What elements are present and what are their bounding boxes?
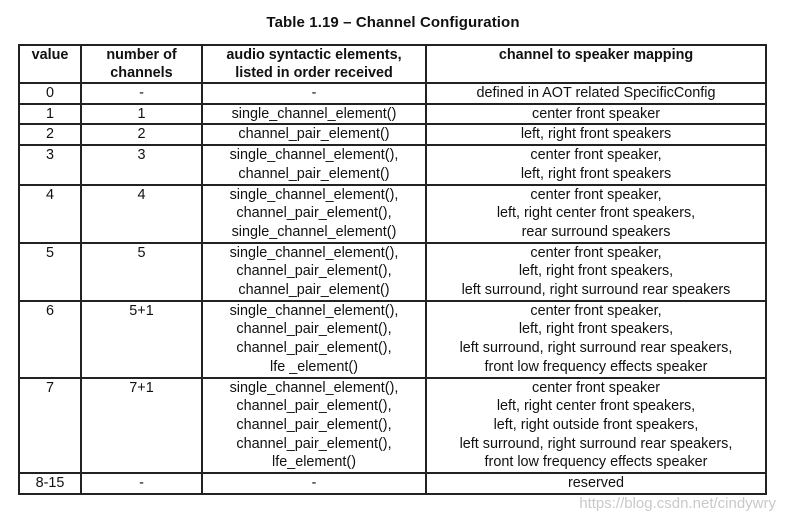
table-row (19, 301, 766, 378)
cell-value: 1 (19, 104, 81, 125)
cell-speaker-mapping: center front speaker, left, right front speakers (426, 145, 766, 184)
cell-speaker-mapping: center front speaker, left, right front speakers, left surround, right surround rear speakers, front low frequency effects speaker (426, 301, 766, 378)
cell-value: 6 (19, 301, 81, 378)
cell-value: 2 (19, 124, 81, 145)
cell-value: 0 (19, 83, 81, 104)
watermark: https://blog.csdn.net/cindywry (579, 495, 776, 512)
cell-number-of-channels: 5+1 (81, 301, 202, 378)
cell-number-of-channels: 7+1 (81, 378, 202, 474)
cell-value: 8-15 (19, 473, 81, 494)
cell-number-of-channels: 4 (81, 185, 202, 243)
cell-speaker-mapping: center front speaker, left, right center front speakers, rear surround speakers (426, 185, 766, 243)
table-row (19, 104, 766, 125)
table-row (19, 124, 766, 145)
channel-configuration-table (18, 44, 767, 495)
cell-number-of-channels: 2 (81, 124, 202, 145)
cell-audio-elements: single_channel_element(), channel_pair_element(), channel_pair_element(), lfe _element() (202, 301, 426, 378)
cell-audio-elements: single_channel_element(), channel_pair_element(), channel_pair_element() (202, 243, 426, 301)
cell-speaker-mapping: defined in AOT related SpecificConfig (426, 83, 766, 104)
cell-number-of-channels: 1 (81, 104, 202, 125)
table-row (19, 243, 766, 301)
table-title: Table 1.19 – Channel Configuration (266, 14, 520, 31)
cell-audio-elements: single_channel_element() (202, 104, 426, 125)
cell-audio-elements: - (202, 473, 426, 494)
header-channel-to-speaker-mapping: channel to speaker mapping (426, 45, 766, 83)
header-row (19, 45, 766, 83)
cell-speaker-mapping: center front speaker left, right center front speakers, left, right outside front speakers, left surround, right surround rear speakers, front low frequency effects speaker (426, 378, 766, 474)
cell-value: 3 (19, 145, 81, 184)
cell-value: 5 (19, 243, 81, 301)
cell-number-of-channels: - (81, 83, 202, 104)
cell-number-of-channels: - (81, 473, 202, 494)
table-row (19, 473, 766, 494)
table-row (19, 185, 766, 243)
cell-audio-elements: channel_pair_element() (202, 124, 426, 145)
header-number-of-channels: number of channels (81, 45, 202, 83)
cell-number-of-channels: 3 (81, 145, 202, 184)
table-row (19, 378, 766, 474)
cell-speaker-mapping: center front speaker (426, 104, 766, 125)
cell-audio-elements: single_channel_element(), channel_pair_element() (202, 145, 426, 184)
cell-speaker-mapping: center front speaker, left, right front speakers, left surround, right surround rear speakers (426, 243, 766, 301)
header-audio-syntactic-elements: audio syntactic elements, listed in order received (202, 45, 426, 83)
cell-audio-elements: single_channel_element(), channel_pair_element(), channel_pair_element(), channel_pair_element(), lfe_element() (202, 378, 426, 474)
cell-audio-elements: single_channel_element(), channel_pair_element(), single_channel_element() (202, 185, 426, 243)
table-row (19, 145, 766, 184)
cell-audio-elements: - (202, 83, 426, 104)
cell-number-of-channels: 5 (81, 243, 202, 301)
cell-speaker-mapping: reserved (426, 473, 766, 494)
header-value: value (19, 45, 81, 83)
table-row (19, 83, 766, 104)
cell-speaker-mapping: left, right front speakers (426, 124, 766, 145)
cell-value: 4 (19, 185, 81, 243)
cell-value: 7 (19, 378, 81, 474)
